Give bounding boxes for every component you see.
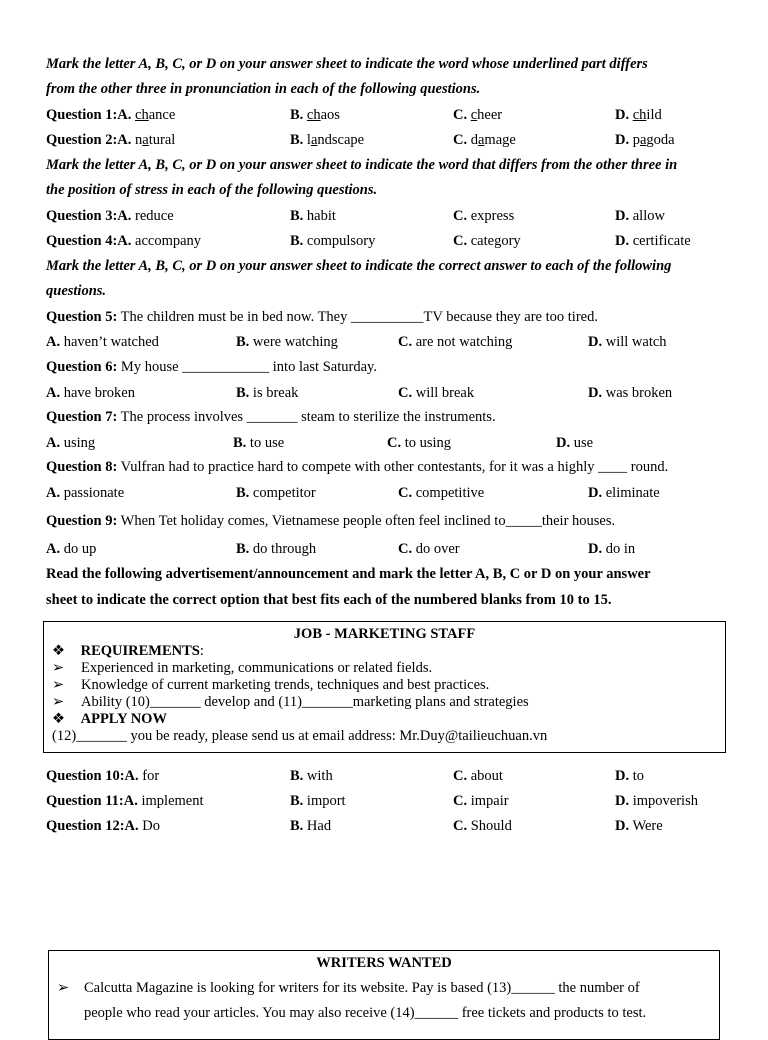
- writers-ad-line2: people who read your articles. You may also receive (14)______ free tickets and products to test.: [84, 1005, 647, 1021]
- question-8-option-c: C. competitive: [398, 485, 485, 501]
- requirements-heading: ❖ REQUIREMENTS:: [52, 643, 204, 659]
- diamond-bullet-icon: ❖: [52, 643, 65, 659]
- question-1-label: Question 1:A. chance: [46, 107, 176, 123]
- question-1-option-d: D. child: [615, 107, 662, 123]
- question-11-option-c: C. impair: [453, 793, 509, 809]
- arrow-bullet-icon: ➢: [52, 677, 65, 693]
- question-12-label: Question 12:A. Do: [46, 818, 161, 834]
- question-2-option-d: D. pagoda: [615, 132, 675, 148]
- question-8-stem: Question 8: Vulfran had to practice hard to compete with other contestants, for it was a highly ____ round.: [46, 459, 669, 475]
- question-7-option-a: A. using: [46, 435, 96, 451]
- apply-now-text: (12)_______ you be ready, please send us at email address: Mr.Duy@tailieuchuan.vn: [52, 728, 548, 744]
- question-6-option-b: B. is break: [236, 385, 299, 401]
- question-7-option-d: D. use: [556, 435, 594, 451]
- question-11-option-b: B. import: [290, 793, 346, 809]
- instruction-pronunciation-line2: from the other three in pronunciation in each of the following questions.: [46, 81, 481, 97]
- writers-ad-box: [48, 950, 720, 1040]
- question-4-option-c: C. category: [453, 233, 521, 249]
- arrow-bullet-icon: ➢: [52, 694, 65, 710]
- question-5-stem: Question 5: The children must be in bed now. They __________TV because they are too tired.: [46, 309, 598, 325]
- question-4-label: Question 4:A. accompany: [46, 233, 202, 249]
- apply-now-heading: ❖ APPLY NOW: [52, 711, 167, 727]
- requirement-item: ➢ Experienced in marketing, communications or related fields.: [52, 660, 433, 676]
- question-12-option-b: B. Had: [290, 818, 332, 834]
- question-10-option-c: C. about: [453, 768, 503, 784]
- writers-ad-title: WRITERS WANTED: [316, 955, 452, 971]
- question-5-option-b: B. were watching: [236, 334, 338, 350]
- question-8-option-d: D. eliminate: [588, 485, 660, 501]
- question-7-option-c: C. to using: [387, 435, 452, 451]
- question-9-option-c: C. do over: [398, 541, 460, 557]
- question-12-option-c: C. Should: [453, 818, 512, 834]
- question-6-option-c: C. will break: [398, 385, 475, 401]
- question-1-option-c: C. cheer: [453, 107, 503, 123]
- question-3-option-b: B. habit: [290, 208, 336, 224]
- arrow-bullet-icon: ➢: [52, 660, 65, 676]
- question-9-option-d: D. do in: [588, 541, 636, 557]
- question-10-option-d: D. to: [615, 768, 645, 784]
- question-10-option-b: B. with: [290, 768, 333, 784]
- question-7-stem: Question 7: The process involves _______ steam to sterilize the instruments.: [46, 409, 496, 425]
- instruction-reading-line1: Read the following advertisement/announcement and mark the letter A, B, C or D on your answer: [46, 566, 651, 582]
- instruction-correct-line1: Mark the letter A, B, C, or D on your answer sheet to indicate the correct answer to each of the following: [46, 258, 672, 274]
- question-6-option-a: A. have broken: [46, 385, 135, 401]
- question-11-label: Question 11:A. implement: [46, 793, 204, 809]
- question-1-option-b: B. chaos: [290, 107, 340, 123]
- instruction-stress-line1: Mark the letter A, B, C, or D on your answer sheet to indicate the word that differs from the other three in: [46, 157, 678, 173]
- question-9-option-b: B. do through: [236, 541, 317, 557]
- requirement-item: ➢ Ability (10)_______ develop and (11)_______marketing plans and strategies: [52, 694, 529, 710]
- question-9-stem: Question 9: When Tet holiday comes, Vietnamese people often feel inclined to_____their houses.: [46, 513, 616, 529]
- question-10-label: Question 10:A. for: [46, 768, 160, 784]
- writers-ad-line1: ➢ Calcutta Magazine is looking for writers for its website. Pay is based (13)______ the number of: [57, 980, 640, 996]
- question-4-option-d: D. certificate: [615, 233, 691, 249]
- question-6-option-d: D. was broken: [588, 385, 673, 401]
- question-2-option-b: B. landscape: [290, 132, 365, 148]
- instruction-correct-line2: questions.: [46, 283, 107, 299]
- question-3-option-d: D. allow: [615, 208, 665, 224]
- question-3-option-c: C. express: [453, 208, 515, 224]
- question-2-option-c: C. damage: [453, 132, 516, 148]
- question-11-option-d: D. impoverish: [615, 793, 698, 809]
- question-4-option-b: B. compulsory: [290, 233, 376, 249]
- question-8-option-b: B. competitor: [236, 485, 316, 501]
- instruction-pronunciation-line1: Mark the letter A, B, C, or D on your answer sheet to indicate the word whose underlined part differs: [46, 56, 648, 72]
- question-5-option-c: C. are not watching: [398, 334, 513, 350]
- instruction-stress-line2: the position of stress in each of the following questions.: [46, 182, 378, 198]
- instruction-reading-line2: sheet to indicate the correct option that best fits each of the numbered blanks from 10 to 15.: [46, 592, 612, 608]
- question-9-option-a: A. do up: [46, 541, 97, 557]
- question-3-label: Question 3:A. reduce: [46, 208, 174, 224]
- question-8-option-a: A. passionate: [46, 485, 125, 501]
- question-2-label: Question 2:A. natural: [46, 132, 176, 148]
- arrow-bullet-icon: ➢: [57, 980, 70, 996]
- job-ad-title: JOB - MARKETING STAFF: [293, 626, 476, 642]
- question-6-stem: Question 6: My house ____________ into last Saturday.: [46, 359, 377, 375]
- requirement-item: ➢ Knowledge of current marketing trends, techniques and best practices.: [52, 677, 490, 693]
- job-ad-box: [43, 621, 726, 753]
- question-7-option-b: B. to use: [233, 435, 285, 451]
- question-5-option-d: D. will watch: [588, 334, 667, 350]
- diamond-bullet-icon: ❖: [52, 711, 65, 727]
- question-5-option-a: A. haven’t watched: [46, 334, 159, 350]
- question-12-option-d: D. Were: [615, 818, 663, 834]
